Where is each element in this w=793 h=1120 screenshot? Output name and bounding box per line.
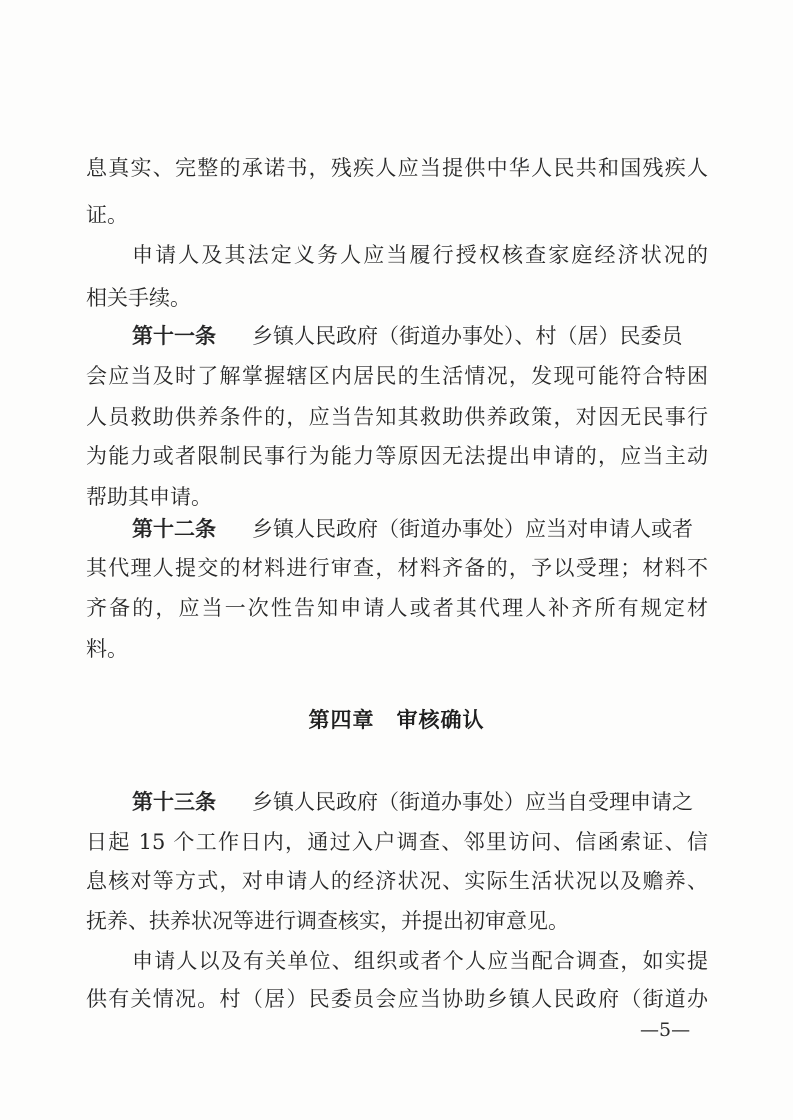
- text-segment: 乡镇人民政府（街道办事处）、村（居）民委员: [252, 324, 683, 348]
- text-line: 息核对等方式，对申请人的经济状况、实际生活状况以及赡养、: [86, 869, 708, 893]
- page-number: —5—: [640, 1019, 691, 1041]
- text-line: 其代理人提交的材料进行审查，材料齐备的，予以受理；材料不: [86, 556, 708, 580]
- text-line: 申请人及其法定义务人应当履行授权核查家庭经济状况的: [132, 243, 708, 267]
- text-line: 申请人以及有关单位、组织或者个人应当配合调查，如实提: [132, 949, 708, 973]
- text-line: 帮助其申请。: [86, 485, 212, 509]
- text-segment: 乡镇人民政府（街道办事处）应当对申请人或者: [252, 517, 693, 541]
- text-line: 日起 15 个工作日内，通过入户调查、邻里访问、信函索证、信: [86, 830, 708, 854]
- text-line: 为能力或者限制民事行为能力等原因无法提出申请的，应当主动: [86, 444, 708, 468]
- article-11-first-line: [132, 321, 708, 351]
- text-line: 息真实、完整的承诺书，残疾人应当提供中华人民共和国残疾人: [86, 156, 708, 180]
- article-12-first-line: [132, 514, 708, 544]
- article-12-label: 第十二条: [132, 516, 216, 541]
- text-line: 齐备的，应当一次性告知申请人或者其代理人补齐所有规定材: [86, 596, 708, 620]
- text-segment: 乡镇人民政府（街道办事处）应当自受理申请之: [252, 790, 693, 814]
- text-line: 抚养、扶养状况等进行调查核实，并提出初审意见。: [86, 909, 569, 933]
- text-line: 料。: [86, 637, 128, 661]
- article-11-label: 第十一条: [132, 323, 216, 348]
- article-13-first-line: [132, 787, 708, 817]
- text-line: 相关手续。: [86, 286, 191, 310]
- text-line: 会应当及时了解掌握辖区内居民的生活情况，发现可能符合特困: [86, 364, 708, 388]
- article-13-label: 第十三条: [132, 789, 216, 814]
- text-line: 证。: [86, 203, 128, 227]
- text-line: 人员救助供养条件的，应当告知其救助供养政策，对因无民事行: [86, 405, 708, 429]
- text-line: 供有关情况。村（居）民委员会应当协助乡镇人民政府（街道办: [86, 987, 708, 1011]
- chapter-heading: 第四章 审核确认: [308, 708, 485, 732]
